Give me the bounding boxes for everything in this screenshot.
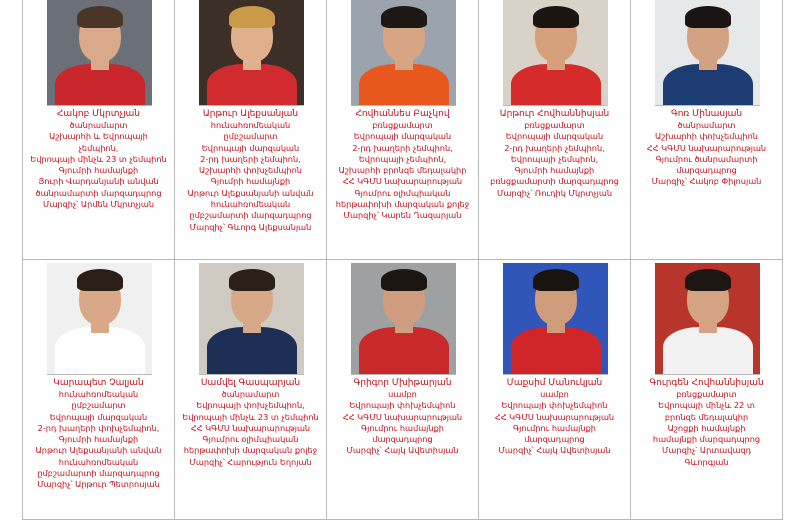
athlete-detail-line: Եվրոպայի մարզական xyxy=(49,411,148,422)
athlete-name: Գոռ Մինասյան xyxy=(670,109,743,119)
athlete-photo xyxy=(655,0,760,106)
athlete-detail-line: Աշխարհի և Եվրոպայի xyxy=(49,131,148,142)
athletes-grid xyxy=(22,0,785,520)
athlete-detail-line: Արթուր Ալեքսանյանի անվան xyxy=(35,445,162,456)
athlete-detail-line: բռնցքամարտ xyxy=(372,120,433,130)
athlete-detail-line: հունահռոմեական xyxy=(210,199,291,210)
athletes-row-1 xyxy=(23,0,785,260)
athlete-info xyxy=(23,108,174,210)
athlete-detail-line: ծանրամարտ xyxy=(221,389,280,399)
athlete-detail-line: բռնցքամարտ xyxy=(676,389,737,399)
athlete-card xyxy=(479,0,631,260)
athlete-name: Արթուր Հովհաննիսյան xyxy=(499,109,610,119)
athlete-detail-line: Գյումրու օլիմպիական xyxy=(202,434,299,445)
athlete-name: Արթուր Ալեքսանյան xyxy=(202,109,299,119)
athlete-detail-line: հերթափոխի մարզական քոլեջ xyxy=(335,199,470,210)
athlete-detail-line: ըմբշամարտ xyxy=(223,131,278,142)
athlete-detail-line: Մարզիչ՝ Գևորգ Ալեքսանյան xyxy=(189,221,312,232)
athlete-detail-line: ծանրամարտի մարզադպրոց xyxy=(35,187,162,198)
athlete-detail-line: Աշխարհի փոխչեմպիոն xyxy=(655,131,758,142)
athlete-detail-line: ՀՀ ԿԳՄՍ նախարարության xyxy=(342,176,463,187)
athlete-info xyxy=(327,377,478,457)
athlete-info xyxy=(175,377,326,468)
athlete-info xyxy=(631,377,782,468)
athlete-card xyxy=(23,260,175,520)
athlete-detail-line: Մարզիչ՝ Հայկ Ավետիսյան xyxy=(498,445,611,456)
athlete-detail-line: Գյումրու օլիմպիական xyxy=(354,187,451,198)
athlete-photo xyxy=(503,0,608,106)
athlete-photo xyxy=(47,0,152,106)
athlete-name: Գրիգոր Մխիթարյան xyxy=(353,378,452,388)
athlete-detail-line: մարզադպրոց xyxy=(524,434,585,445)
athlete-detail-line: Գյումրու համայնքի xyxy=(360,422,444,433)
athlete-name: Հակոբ Մկրտչյան xyxy=(56,109,141,119)
athlete-detail-line: ըմբշամարտի մարզադպրոց xyxy=(189,210,312,221)
athlete-photo xyxy=(47,263,152,375)
athlete-name: Գուրգեն Հովհաննիսյան xyxy=(649,378,764,388)
athlete-detail-line: Մարզիչ՝ Հակոբ Փիլոսյան xyxy=(651,176,762,187)
athlete-detail-line: Մարզիչ՝ Արտավազդ xyxy=(661,445,752,456)
athlete-photo xyxy=(199,0,304,106)
athlete-detail-line: Եվրոպայի մինչև 23 տ չեմպիոն xyxy=(30,153,167,164)
athlete-detail-line: Եվրոպայի մինչև 23 տ չեմպիոն xyxy=(182,411,319,422)
athlete-detail-line: հունահռոմեական xyxy=(58,456,139,467)
athlete-photo xyxy=(351,263,456,375)
athlete-detail-line: Եվրոպայի չեմպիոն, xyxy=(358,153,447,164)
athlete-detail-line: Աշխարհի փոխչեմպիոն xyxy=(199,165,302,176)
athlete-detail-line: 2-րդ խաղերի փոխչեմպիոն, xyxy=(37,422,160,433)
athlete-photo xyxy=(503,263,608,375)
athlete-detail-line: Մարզիչ՝ Կարեն Ղազարյան xyxy=(343,210,462,221)
athlete-detail-line: բռնցքամարտ xyxy=(524,120,585,130)
athlete-detail-line: ՀՀ ԿԳՄՍ նախարարության xyxy=(646,142,767,153)
athlete-detail-line: 2-րդ խաղերի չեմպիոն, xyxy=(504,142,605,153)
athlete-detail-line: Աշխարհի բրոնզե մեդալակիր xyxy=(338,165,467,176)
athlete-detail-line: Գյումրի համայնքի xyxy=(210,176,291,187)
athlete-name: Հովհաննես Բաչկով xyxy=(355,109,450,119)
athlete-detail-line: Եվրոպայի փոխչեմպիոն xyxy=(349,400,456,411)
athlete-info xyxy=(23,377,174,491)
athlete-detail-line: Արթուր Ալեքսանյանի անվան xyxy=(187,187,314,198)
athlete-photo xyxy=(655,263,760,375)
athlete-detail-line: Մարզիչ՝ Հարություն Եղոյան xyxy=(189,456,312,467)
athlete-detail-line: ծանրամարտ xyxy=(677,120,736,130)
athlete-photo xyxy=(351,0,456,106)
athlete-card xyxy=(175,0,327,260)
athlete-detail-line: Եվրոպայի մինչև 22 տ xyxy=(658,400,755,411)
athlete-detail-line: Գյումրի համայնքի xyxy=(514,165,595,176)
athlete-detail-line: հունահռոմեական xyxy=(58,389,139,399)
athlete-detail-line: սամբո xyxy=(388,389,417,399)
athlete-info xyxy=(479,377,630,457)
athlete-detail-line: մարզադպրոց xyxy=(372,434,433,445)
athlete-detail-line: Աշոցքի համայնքի xyxy=(667,422,746,433)
athlete-detail-line: Մարզիչ՝ Հայկ Ավետիսյան xyxy=(346,445,459,456)
athlete-detail-line: ՀՀ ԿԳՄՍ նախարարության xyxy=(342,411,463,422)
athlete-detail-line: հունահռոմեական xyxy=(210,120,291,130)
athlete-detail-line: համայնքի մարզադպրոց xyxy=(652,434,761,445)
athlete-detail-line: բրոնզե մեդալակիր xyxy=(664,411,749,422)
athlete-detail-line: բռնցքամարտի մարզադպրոց xyxy=(490,176,619,187)
athlete-detail-line: Եվրոպայի չեմպիոն, xyxy=(510,153,599,164)
athlete-detail-line: Մարզիչ՝ Ռուդիկ Մկրտչյան xyxy=(496,187,613,198)
athlete-detail-line: Յուրի Վարդանյանի անվան xyxy=(38,176,159,187)
athlete-card xyxy=(327,0,479,260)
athlete-card xyxy=(479,260,631,520)
athlete-detail-line: Մարզիչ՝ Արմեն Մկրտչյան xyxy=(42,199,155,210)
athlete-detail-line: ըմբշամարտի մարզադպրոց xyxy=(37,468,160,479)
athlete-detail-line: Եվրոպայի փոխչեմպիոն, xyxy=(196,400,305,411)
athlete-photo xyxy=(199,263,304,375)
athlete-detail-line: ՀՀ ԿԳՄՍ նախարարության xyxy=(190,422,311,433)
athlete-detail-line: Մարզիչ՝ Արթուր Պետրոսյան xyxy=(37,479,160,490)
athlete-detail-line: սամբո xyxy=(540,389,569,399)
athlete-detail-line: հերթափոխի մարզական քոլեջ xyxy=(183,445,318,456)
athlete-name: Կարապետ Չալյան xyxy=(53,378,144,388)
athlete-detail-line: 2-րդ խաղերի չեմպիոն, xyxy=(352,142,453,153)
athlete-detail-line: ծանրամարտ xyxy=(69,120,128,130)
athlete-detail-line: Եվրոպայի փոխչեմպիոն xyxy=(501,400,608,411)
athlete-detail-line: ՀՀ ԿԳՄՍ նախարարության xyxy=(494,411,615,422)
athlete-detail-line: Գյումրու ծանրամարտի xyxy=(655,153,758,164)
athlete-card xyxy=(631,0,783,260)
athlete-detail-line: չեմպիոն, xyxy=(78,142,119,153)
athlete-card xyxy=(23,0,175,260)
athlete-detail-line: ըմբշամարտ xyxy=(71,400,126,411)
athlete-info xyxy=(175,108,326,233)
athlete-detail-line: Եվրոպայի մարզական xyxy=(353,131,452,142)
athlete-detail-line: Եվրոպայի մարզական xyxy=(505,131,604,142)
athlete-info xyxy=(631,108,782,188)
athlete-info xyxy=(479,108,630,199)
athletes-row-2 xyxy=(23,260,785,520)
athlete-name: Սամվել Գասպարյան xyxy=(200,378,301,388)
athlete-card xyxy=(175,260,327,520)
athlete-card xyxy=(327,260,479,520)
athlete-detail-line: Գյումրու համայնքի xyxy=(512,422,596,433)
athlete-detail-line: Գյումրի համայնքի xyxy=(58,165,139,176)
athlete-detail-line: Եվրոպայի մարզական xyxy=(201,142,300,153)
athlete-detail-line: մարզադպրոց xyxy=(676,165,737,176)
athlete-detail-line: Գևորգյան xyxy=(684,456,729,467)
athlete-name: Մաքսիմ Մանուկյան xyxy=(506,378,603,388)
athlete-detail-line: 2-րդ խաղերի չեմպիոն, xyxy=(200,153,301,164)
athlete-detail-line: Գյումրի համայնքի xyxy=(58,434,139,445)
athlete-info xyxy=(327,108,478,222)
athlete-card xyxy=(631,260,783,520)
